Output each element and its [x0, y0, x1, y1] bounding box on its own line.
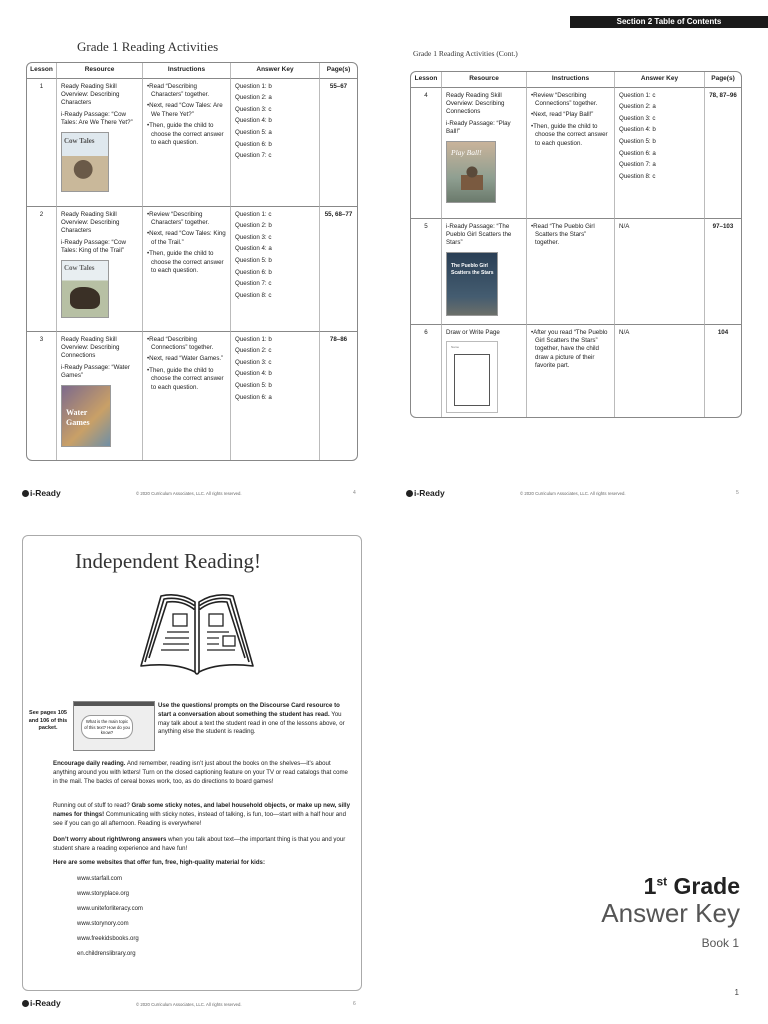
footer-logo-page2: i-Ready [406, 488, 445, 498]
table-header-row [27, 63, 357, 79]
footer-logo-page3: i-Ready [22, 998, 61, 1008]
answer-key-cell [231, 207, 320, 332]
independent-reading-title: Independent Reading! [75, 549, 262, 573]
passage-cover-image [446, 252, 498, 316]
cover-title: Play Ball! [451, 147, 482, 157]
resource-text: i-Ready Passage: “Cow Tales: Are We There Yet?” [61, 110, 133, 127]
answer-key-cell [615, 88, 705, 219]
resource-text: i-Ready Passage: “The Pueblo Girl Scatters the Stars” [446, 222, 512, 247]
answer-item: Question 4: b [235, 370, 272, 378]
resource-text: Ready Reading Skill Overview: Describing Connections [446, 91, 505, 116]
resource-text: Ready Reading Skill Overview: Describing Connections [61, 335, 120, 360]
page-number-5: 5 [736, 490, 739, 496]
answer-item: Question 5: b [619, 137, 656, 145]
website-link[interactable]: www.uniteforliteracy.com [77, 906, 143, 912]
answer-item: Question 7: c [235, 280, 272, 288]
header-lesson: Lesson [411, 72, 442, 88]
lesson-number: 6 [411, 325, 442, 417]
resource-cell [442, 325, 527, 417]
speech-bubble: What is the main topic of this text? How do you know? [81, 715, 133, 739]
footer-copyright-page2: © 2020 Curriculum Associates, LLC. All rights reserved. [520, 491, 626, 496]
book-number: Book 1 [701, 936, 739, 950]
pages-cell: 97–103 [705, 219, 741, 325]
answer-key-cell [231, 79, 320, 207]
section-header-bar: Section 2 Table of Contents [570, 16, 768, 28]
logo-dot-icon [406, 490, 413, 497]
instruction-item: •Then, guide the child to choose the correct answer to each question. [531, 122, 608, 147]
answer-key-cell [231, 332, 320, 460]
table-header-row [411, 72, 741, 88]
answer-item: N/A [619, 328, 630, 336]
answer-item: Question 6: b [235, 268, 272, 276]
cover-title: Cow Tales [64, 263, 95, 272]
sticky-notes-paragraph: Running out of stuff to read? Grab some sticky notes, and label household objects, or make up new, silly names for things! Communicating with sticky notes, instead of talking, is fun, too—start with a half hour and see if you can go all afternoon. Reading is everywhere! [53, 802, 351, 827]
resource-text: Ready Reading Skill Overview: Describing Characters [61, 82, 120, 107]
pages-cell: 78–86 [329, 335, 348, 343]
answer-key-cell [615, 325, 705, 417]
answer-key-title: Answer Key [601, 898, 740, 928]
page-number-4: 4 [353, 490, 356, 496]
instruction-item: •Read “Describing Characters” together. [147, 82, 210, 99]
instruction-item: •Next, read “Cow Tales: King of the Trail.” [147, 230, 226, 246]
page2-title: Grade 1 Reading Activities (Cont.) [413, 49, 518, 58]
answer-item: Question 5: b [235, 381, 272, 389]
answer-item: Question 4: b [619, 126, 656, 134]
answer-item: Question 4: a [235, 245, 272, 253]
websites-intro: Here are some websites that offer fun, free, high-quality material for kids: [53, 859, 265, 866]
answer-item: Question 6: b [235, 140, 272, 148]
header-lesson: Lesson [27, 63, 57, 79]
header-resource: Resource [57, 63, 143, 79]
answer-item: Question 1: b [235, 335, 272, 343]
header-instructions: Instructions [527, 72, 615, 88]
answer-item: Question 3: c [235, 233, 272, 241]
answer-item: N/A [619, 222, 630, 230]
pages-cell: 104 [717, 328, 729, 336]
answer-item: Question 6: a [619, 149, 656, 157]
page1-activities-table [26, 62, 358, 461]
answer-item: Question 7: c [235, 152, 272, 160]
answer-item: Question 2: b [235, 222, 272, 230]
resource-text: i-Ready Passage: “Cow Tales: King of the Trail” [61, 238, 126, 255]
see-pages-note: See pages 105 and 106 of this packet. [28, 710, 68, 732]
instruction-item: •Review “Describing Characters” together. [147, 210, 210, 227]
pages-cell: 78, 87–96 [705, 88, 741, 219]
answer-item: Question 2: a [619, 103, 656, 111]
passage-cover-image [61, 385, 111, 447]
cover-title: Cow Tales [64, 136, 95, 145]
website-link[interactable]: www.starfall.com [77, 876, 123, 882]
website-link[interactable]: www.freekidsbooks.org [77, 936, 139, 942]
website-list [77, 876, 143, 966]
resource-cell [57, 332, 143, 460]
pages-cell: 55–67 [320, 79, 357, 207]
resource-text: Draw or Write Page [446, 328, 500, 336]
cover-illustration [72, 159, 100, 185]
website-link[interactable]: www.storynory.com [77, 921, 129, 927]
resource-text: Ready Reading Skill Overview: Describing Characters [61, 210, 120, 235]
independent-reading-page [22, 535, 362, 991]
answer-item: Question 1: b [235, 82, 272, 90]
table-row [27, 332, 357, 460]
resource-cell [442, 219, 527, 325]
header-answer-key: Answer Key [231, 63, 320, 79]
table-row [411, 219, 741, 325]
answer-item: Question 8: c [235, 291, 272, 299]
resource-cell [57, 79, 143, 207]
table-row [411, 325, 741, 417]
page1-title: Grade 1 Reading Activities [77, 39, 219, 54]
passage-cover-image [61, 132, 109, 192]
answer-key-cell [615, 219, 705, 325]
table-row [27, 79, 357, 207]
answer-item: Question 5: a [235, 128, 272, 136]
logo-dot-icon [22, 490, 29, 497]
answer-item: Question 5: b [235, 256, 272, 264]
instructions-cell [143, 207, 231, 332]
discourse-card-intro: Use the questions/ prompts on the Discourse Card resource to start a conversation about something the student has read. You may talk about a text the student read in one of the lessons above, or anything else the student is reading. [158, 702, 345, 736]
table-row [411, 88, 741, 219]
passage-cover-image [446, 141, 496, 203]
cover-title: Water Games [66, 407, 90, 428]
header-instructions: Instructions [143, 63, 231, 79]
answer-item: Question 7: a [619, 161, 656, 169]
answer-item: Question 2: a [235, 94, 272, 102]
resource-cell [57, 207, 143, 332]
answer-item: Question 1: c [235, 210, 272, 218]
header-pages: Page(s) [320, 63, 357, 79]
instruction-item: •Review “Describing Connections” together. [531, 91, 598, 108]
lesson-number: 2 [27, 207, 57, 332]
cover-title: The Pueblo Girl Scatters the Stars [451, 262, 494, 276]
instruction-item: •Then, guide the child to choose the correct answer to each question. [147, 122, 224, 146]
website-link[interactable]: www.storyplace.org [77, 891, 130, 897]
header-pages: Page(s) [705, 72, 741, 88]
instructions-cell [527, 219, 615, 325]
table-row [27, 207, 357, 332]
resource-cell [442, 88, 527, 219]
lesson-number: 3 [27, 332, 57, 460]
instruction-item: •Then, guide the child to choose the correct answer to each question. [147, 366, 224, 391]
instruction-item: •Read “Describing Connections” together. [147, 335, 214, 352]
header-resource: Resource [442, 72, 527, 88]
drawing-box [454, 354, 490, 406]
instruction-item: •Next, read “Cow Tales: Are We There Yet?” [147, 102, 223, 118]
instructions-cell [143, 332, 231, 460]
answer-item: Question 4: b [235, 117, 272, 125]
header-answer-key: Answer Key [615, 72, 705, 88]
footer-logo-page1: i-Ready [22, 488, 61, 498]
page2-activities-table [410, 71, 742, 418]
open-book-icon [131, 588, 263, 680]
resource-text: i-Ready Passage: “Play Ball!” [446, 119, 511, 136]
cover-title: Name [451, 345, 460, 350]
answer-item: Question 2: c [235, 347, 272, 355]
instructions-cell [527, 325, 615, 417]
answer-item: Question 6: a [235, 393, 272, 401]
cover-page-number: 1 [734, 988, 739, 997]
cover-illustration [70, 287, 100, 309]
answer-item: Question 8: c [619, 172, 656, 180]
pages-cell: 55, 68–77 [320, 207, 357, 332]
lesson-number: 1 [27, 79, 57, 207]
answer-item: Question 3: c [235, 105, 272, 113]
instruction-item: •Next, read “Water Games.” [147, 355, 224, 363]
passage-cover-image [61, 260, 109, 318]
lesson-number: 4 [411, 88, 442, 219]
website-link[interactable]: en.childrenslibrary.org [77, 951, 136, 957]
footer-copyright-page1: © 2020 Curriculum Associates, LLC. All rights reserved. [136, 491, 242, 496]
footer-copyright-page3: © 2020 Curriculum Associates, LLC. All rights reserved. [136, 1002, 242, 1007]
instruction-item: •Then, guide the child to choose the correct answer to each question. [147, 250, 224, 274]
answer-item: Question 3: c [619, 114, 656, 122]
lesson-number: 5 [411, 219, 442, 325]
resource-text: i-Ready Passage: “Water Games” [61, 363, 130, 380]
instructions-cell [143, 79, 231, 207]
answer-item: Question 1: c [619, 91, 656, 99]
instructions-cell [527, 88, 615, 219]
logo-dot-icon [22, 1000, 29, 1007]
instruction-item: •Next, read “Play Ball!” [531, 111, 594, 119]
cover-illustration [461, 166, 483, 196]
no-wrong-answers-paragraph: Don’t worry about right/wrong answers when you talk about text—the important thing is that you and your student share a reading experience and have fun! [53, 836, 346, 852]
passage-cover-image [446, 341, 498, 413]
instruction-item: •After you read “The Pueblo Girl Scatters the Stars” together, have the child draw a picture of their favorite part. [531, 328, 608, 370]
discourse-card-image [73, 701, 155, 751]
card-header-strip [74, 702, 154, 706]
page-number-6: 6 [353, 1001, 356, 1007]
grade-title: 1st Grade [643, 873, 740, 899]
answer-item: Question 3: c [235, 358, 272, 366]
daily-reading-paragraph: Encourage daily reading. And remember, reading isn’t just about the books on the shelves—it’s about anything around you with letters! Turn on the closed captioning feature on your TV or read catalogs that come in the mail. The backs of cereal boxes work, too, as do directions to board games! [53, 760, 348, 785]
instruction-item: •Read “The Pueblo Girl Scatters the Stars” together. [531, 222, 595, 247]
